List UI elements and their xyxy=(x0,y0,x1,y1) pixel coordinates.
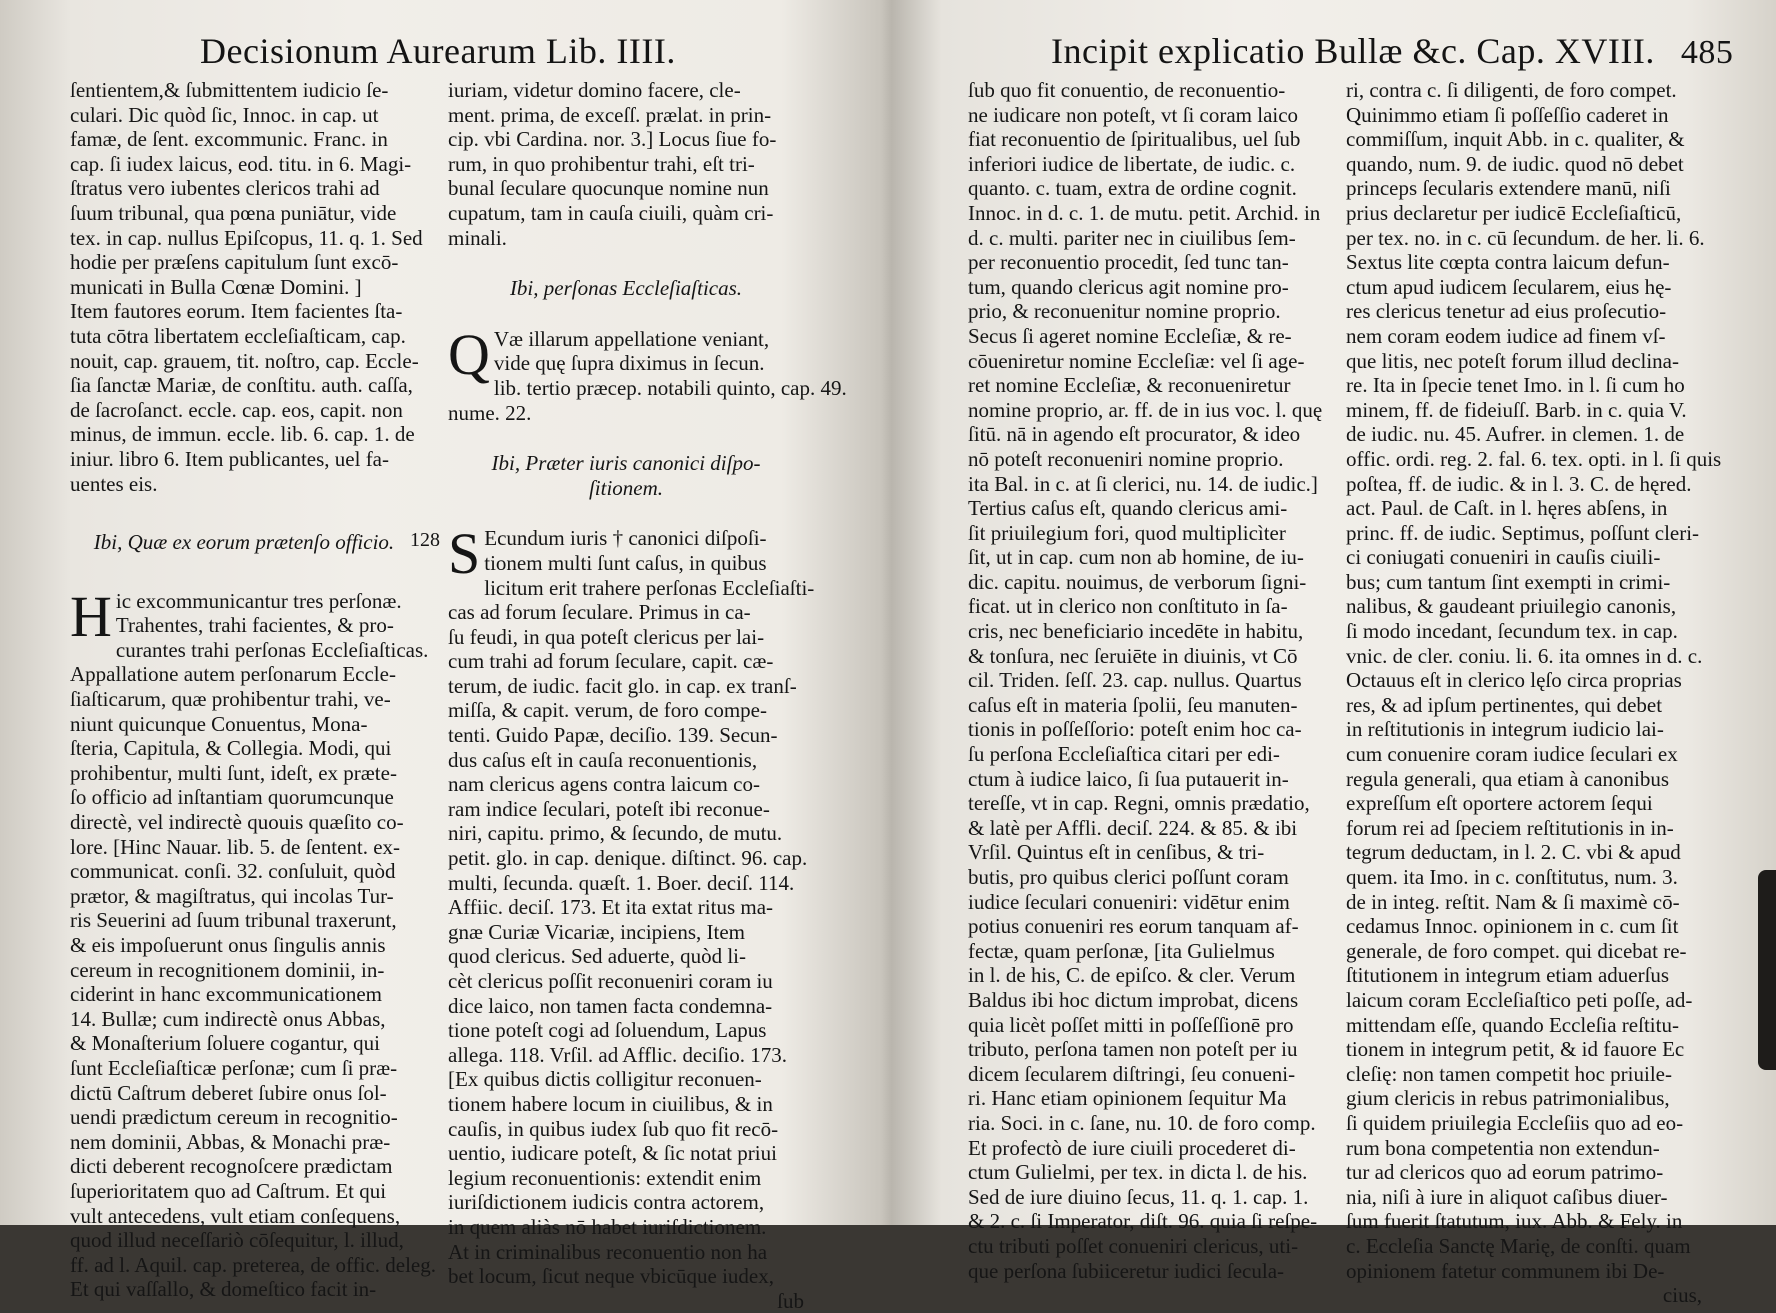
text-line: nem dominii, Abbas, & Monachi præ- xyxy=(70,1129,391,1154)
text-line: nume. 22. xyxy=(448,400,532,425)
text-line: minali. xyxy=(448,225,507,250)
text-line: tereſſe, vt in cap. Regni, omnis prædatio, xyxy=(968,791,1310,816)
left-column-2 xyxy=(410,78,847,1313)
text-line: ſi quidem priuilegia Eccleſiis quo ad eo- xyxy=(1346,1110,1684,1135)
text-line: tur ad clericos quo ad eorum patrimo- xyxy=(1346,1160,1664,1185)
dropcap-h: H xyxy=(70,583,112,649)
text-line: nia, niſi à iure in aliquot caſibus diuer- xyxy=(1346,1184,1668,1209)
text-line: nouit, cap. grauem, tit. noſtro, cap. Eccle- xyxy=(70,348,419,373)
text-line: Secus ſi ageret nomine Eccleſiæ, & re- xyxy=(968,323,1292,348)
text-line: tione poteſt cogi ad ſoluendum, Lapus xyxy=(448,1018,767,1043)
text-line: prætor, & magiſtratus, qui incolas Tur- xyxy=(70,883,394,908)
text-line: ſub quo fit conuentio, de reconuentio- xyxy=(968,78,1286,102)
text-line: de iudic. nu. 45. Aufrer. in clemen. 1. de xyxy=(1346,422,1685,447)
text-line: Sextus lite cœpta contra laicum defun- xyxy=(1346,250,1670,275)
text-line: princ. ff. de iudic. Septimus, poſſunt cleri- xyxy=(1346,520,1700,545)
text-line: re. Ita in ſpecie tenet Imo. in l. ſi cum ho xyxy=(1346,373,1685,398)
folio-number: 485 xyxy=(1680,34,1734,71)
text-line: nem coram eodem iudice ad finem vſ- xyxy=(1346,323,1666,348)
text-line: cil. Triden. ſeſſ. 23. cap. nullus. Quartus xyxy=(968,668,1302,693)
catchword: ſub xyxy=(777,1288,804,1313)
text-line: Octauus eſt in clerico lęſo circa proprias xyxy=(1346,668,1682,693)
text-line: prio, & reconuenitur nomine proprio. xyxy=(968,299,1281,324)
text-line: Et profectò de iure ciuili procederet di- xyxy=(968,1135,1296,1160)
text-line: [Ex quibus dictis colligitur reconuen- xyxy=(448,1067,762,1092)
text-line: Vrſil. Quintus eſt in cenſibus, & tri- xyxy=(968,840,1265,865)
text-line: & tonſura, nec ſeruiēte in diuinis, vt Cō xyxy=(968,643,1298,668)
text-line: Item fautores eorum. Item facientes ſta- xyxy=(70,299,403,324)
text-line: & Monaſterium ſoluere cogantur, qui xyxy=(70,1031,380,1056)
text-line: in l. de his, C. de epiſco. & cler. Verum xyxy=(968,963,1296,988)
text-line: Tertius caſus eſt, quando clericus ami- xyxy=(968,496,1288,521)
text-line: ſia ſanctæ Mariæ, de conſtitu. auth. caſſa, xyxy=(70,373,413,398)
text-line: & latè per Affli. deciſ. 224. & 85. & ibi xyxy=(968,815,1298,840)
text-line: ri, contra c. ſi diligenti, de foro compet. xyxy=(1346,78,1677,102)
text-line: cris, nec beneficiario incedēte in habitu, xyxy=(968,619,1304,644)
text-line: generale, de foro compet. qui dicebat re- xyxy=(1346,938,1687,963)
text-line: ficat. ut in clerico non conſtituto in ſa- xyxy=(968,594,1288,619)
dropcap-q: Q xyxy=(448,321,490,387)
paragraph-with-dropcap-q xyxy=(448,321,847,425)
text-line: vide quę ſupra diximus in ſecun. xyxy=(493,351,765,376)
text-line: dus caſus eſt in cauſa reconuentionis, xyxy=(448,747,758,772)
text-line: cauſis, in quibus iudex ſub quo fit recō- xyxy=(448,1116,779,1141)
text-line: At in criminalibus reconuentio non ha xyxy=(448,1239,768,1264)
text-line: nō poteſt reconueniri nomine proprio. xyxy=(968,446,1284,471)
text-line: expreſſum eſt oportere actorem ſequi xyxy=(1346,791,1653,816)
text-line: cèt clericus poſſit reconueniri coram iu xyxy=(448,969,773,993)
text-line: res clericus tenetur ad eius proſecutio- xyxy=(1346,299,1667,324)
text-line: dictū Caſtrum deberet ſubire onus ſol- xyxy=(70,1080,387,1105)
text-line: quia licèt poſſet mitti in poſſeſſionē pro xyxy=(968,1012,1294,1037)
text-line: Baldus ibi hoc dictum improbat, dicens xyxy=(968,987,1299,1012)
right-page xyxy=(888,0,1776,1308)
text-line: res, & ad ipſum pertinentes, qui debet xyxy=(1346,692,1663,717)
right-column-1 xyxy=(968,78,1324,1283)
text-line: de ſacroſanct. eccle. cap. eos, capit. non xyxy=(70,397,403,422)
text-line: uendi prædictum cereum in recognitio- xyxy=(70,1105,398,1130)
text-line: tex. in cap. nullus Epiſcopus, 11. q. 1. Sed xyxy=(70,225,423,250)
text-line: rum, in quo prohibentur trahi, eſt tri- xyxy=(448,151,755,176)
text-line: vnic. de cler. coniu. li. 6. ita omnes in d. c. xyxy=(1346,643,1703,668)
text-line: butis, pro quibus clerici poſſunt coram xyxy=(968,865,1289,889)
right-col2-text xyxy=(1346,78,1722,1283)
text-line: lib. tertio præcep. notabili quinto, cap. 49. xyxy=(493,375,847,400)
text-line: iuriam, videtur domino facere, cle- xyxy=(448,78,741,102)
text-line: ctum Gulielmi, per tex. in dicta l. de his. xyxy=(968,1160,1308,1185)
text-line: ret nomine Eccleſiæ, & reconueniretur xyxy=(968,373,1291,398)
text-line: quod illud neceſſariò cōſequitur, l. illud, xyxy=(70,1228,404,1253)
text-line: ſit priuilegium fori, quod multiplicìter xyxy=(968,520,1286,545)
paragraph-with-dropcap xyxy=(70,583,418,649)
text-line: ſtratus vero iubentes clericos trahi ad xyxy=(70,176,380,201)
text-line: niri, capitu. primo, & ſecundo, de mutu. xyxy=(448,821,783,846)
text-line: ſiaſticarum, quæ prohibentur trahi, ve- xyxy=(70,687,391,712)
text-line: directè, vel indirectè quouis quæſito co- xyxy=(70,810,404,835)
text-line: ſentientem,& ſubmittentem iudicio ſe- xyxy=(70,78,389,102)
text-line: tum, quando clericus agit nomine pro- xyxy=(968,274,1289,299)
text-line: Ecundum iuris † canonici diſpoſi- xyxy=(484,526,767,551)
catchword-right: cius, xyxy=(1662,1283,1702,1308)
text-line: per reconuentio procedit, ſed tunc tan- xyxy=(968,250,1289,275)
text-line: ſo officio ad inſtantiam quorumcunque xyxy=(70,785,394,810)
text-line: forum rei ad ſpeciem reſtitutionis in in- xyxy=(1346,815,1674,840)
text-line: minus, de immun. eccle. lib. 6. cap. 1. de xyxy=(70,422,415,447)
left-col1-text-b xyxy=(70,637,436,1302)
right-column-2 xyxy=(1346,78,1722,1308)
text-line: tenti. Guido Papæ, deciſio. 139. Secun- xyxy=(448,723,778,748)
text-line: laicum coram Eccleſiaſtico peti poſſe, ad- xyxy=(1346,987,1693,1012)
text-line: tributo, perſona tamen non poteſt per iu xyxy=(968,1037,1298,1062)
text-line: ctum apud iudicem ſecularem, eius hę- xyxy=(1346,274,1672,299)
text-line: Innoc. in d. c. 1. de mutu. petit. Archid. in xyxy=(968,200,1321,225)
text-line: ic excommunicantur tres perſonæ. xyxy=(115,588,402,613)
text-line: ment. prima, de exceſſ. prælat. in prin- xyxy=(448,102,772,127)
text-line: gium clericis in rebus patrimonialibus, xyxy=(1346,1086,1670,1111)
text-line: prohibentur, multi ſunt, ideſt, ex præte- xyxy=(70,760,397,785)
text-line: per tex. no. in c. cū ſecundum. de her. li. 6. xyxy=(1346,225,1705,250)
text-line: quando, num. 9. de iudic. quod nō debet xyxy=(1346,151,1684,176)
left-col2-text-c xyxy=(448,521,815,1289)
left-col1-text-a xyxy=(70,78,423,496)
text-line: iudice ſeculari conueniri: vidētur enim xyxy=(968,889,1290,914)
left-col2-text-a xyxy=(448,78,804,250)
text-line: d. c. multi. pariter nec in ciuilibus ſem- xyxy=(968,225,1296,250)
text-line: ſuum tribunal, qua pœna puniātur, vide xyxy=(70,200,397,225)
text-line: dicti deberent recognoſcere prædictam xyxy=(70,1154,393,1179)
text-line: inferiori iudice de libertate, de iudic. c. xyxy=(968,151,1296,176)
text-line: 14. Bullæ; cum indirectè onus Abbas, xyxy=(70,1006,386,1031)
page-edge-shadow xyxy=(1758,870,1776,1070)
left-running-head: Decisionum Aurearum Lib. IIII. xyxy=(200,31,676,71)
text-line: ſum fuerit ſtatutum, iux. Abb. & Fely. in xyxy=(1346,1209,1683,1234)
text-line: caſus eſt in materia ſpolii, ſeu manuten- xyxy=(968,692,1298,717)
text-line: cedamus Innoc. opinionem in c. cum ſit xyxy=(1346,914,1679,939)
text-line: niunt quicunque Conuentus, Mona- xyxy=(70,711,368,736)
text-line: petit. glo. in cap. denique. diſtinct. 96. cap. xyxy=(448,846,808,871)
text-line: rum bona competentia non extendun- xyxy=(1346,1135,1660,1160)
text-line: ſu feudi, in qua poteſt clericus per lai- xyxy=(448,624,765,649)
text-line: ſuperioritatem quo ad Caſtrum. Et qui xyxy=(70,1178,387,1203)
text-line: cip. vbi Cardina. nor. 3.] Locus ſiue fo- xyxy=(448,127,777,152)
text-line: tionem in integrum petit, & id fauore Ec xyxy=(1346,1037,1685,1062)
text-line: nalibus, & gaudeant priuilegio canonis, xyxy=(1346,594,1677,619)
text-line: famæ, de ſent. excommunic. Franc. in xyxy=(70,127,388,152)
text-line: uentio, iudicare poteſt, & ſic notat priui xyxy=(448,1141,777,1166)
section-heading-3a: Ibi, Præter iuris canonici diſpo- xyxy=(491,451,761,476)
text-line: ſitū. nā in agendo eſt procurator, & ideo xyxy=(968,422,1301,447)
text-line: Væ illarum appellatione veniant, xyxy=(493,326,770,351)
text-line: uentes eis. xyxy=(70,471,158,496)
text-line: iuriſdictionem iudicis contra actorem, xyxy=(448,1190,765,1215)
text-line: vult antecedens, vult etiam conſequens, xyxy=(70,1203,401,1228)
text-line: c. Eccleſia Sanctę Marię, de conſti. quam xyxy=(1346,1233,1691,1258)
right-running-head xyxy=(1051,30,1733,72)
text-line: ris Seuerini ad ſuum tribunal traxerunt, xyxy=(70,908,397,933)
text-line: cum trahi ad forum ſeculare, capit. cæ- xyxy=(448,649,774,674)
text-line: cas ad forum ſeculare. Primus in ca- xyxy=(448,600,751,625)
text-line: ria. Soci. in c. ſane, nu. 10. de foro comp. xyxy=(968,1110,1316,1135)
left-col2-text-b xyxy=(448,321,847,425)
text-line: minem, ff. de fideiuſſ. Barb. in c. quia V. xyxy=(1346,397,1687,422)
text-line: princeps ſecularis extendere manū, niſi xyxy=(1346,176,1671,201)
text-line: Affiic. deciſ. 173. Et ita extat ritus ma- xyxy=(448,895,774,920)
text-line: que perſona ſubiiceretur iudici ſecula- xyxy=(968,1258,1285,1283)
text-line: Quinimmo etiam ſi poſſeſſio caderet in xyxy=(1346,102,1669,127)
text-line: commiſſum, inquit Abb. in c. qualiter, & xyxy=(1346,127,1685,152)
text-line: nomine proprio, ar. ff. de in ius voc. l. quę xyxy=(968,397,1323,422)
dropcap-s: S xyxy=(448,521,481,587)
text-line: cōueniretur nomine Eccleſiæ: vel ſi age- xyxy=(968,348,1305,373)
text-line: potius conueniri res eorum tanquam af- xyxy=(968,914,1299,939)
margin-number: 128 xyxy=(410,529,440,552)
text-line: cap. ſi iudex laicus, eod. titu. in 6. Magi- xyxy=(70,151,412,176)
text-line: ſunt Eccleſiaſticæ perſonæ; cum ſi præ- xyxy=(70,1055,398,1080)
text-line: mittendam eſſe, quando Eccleſia reſtitu- xyxy=(1346,1012,1679,1037)
text-line: cupatum, tam in cauſa ciuili, quàm cri- xyxy=(448,200,774,225)
text-line: hodie per præſens capitulum ſunt excō- xyxy=(70,250,399,275)
text-line: terum, de iudic. facit glo. in cap. ex tranſ- xyxy=(448,673,797,698)
text-line: dicem ſecularem diſtringi, ſeu conueni- xyxy=(968,1061,1296,1086)
text-line: ff. ad l. Aquil. cap. preterea, de offic. deleg. xyxy=(70,1252,436,1277)
text-line: opinionem fatetur communem ibi De- xyxy=(1346,1258,1665,1283)
text-line: multi, ſecunda. quæſt. 1. Boer. deciſ. 114. xyxy=(448,870,795,895)
text-line: quod clericus. Sed aduerte, quòd li- xyxy=(448,944,746,969)
text-line: in quem aliàs nō habet iuriſdictionem. xyxy=(448,1214,767,1239)
text-line: regula generali, qua etiam à canonibus xyxy=(1346,766,1670,791)
text-line: tionem habere locum in ciuilibus, & in xyxy=(448,1091,773,1116)
text-line: bet locum, ſicut neque vbicūque iudex, xyxy=(448,1264,774,1289)
text-line: offic. ordi. reg. 2. fal. 6. tex. opti. in l. ſi quis xyxy=(1346,446,1722,471)
text-line: cum conuenire coram iudice ſeculari ex xyxy=(1346,742,1678,767)
text-line: tuta cōtra libertatem eccleſiaſticam, cap. xyxy=(70,323,406,348)
text-line: Trahentes, trahi facientes, & pro- xyxy=(115,613,394,638)
text-line: tegrum deductam, in l. 2. C. vbi & apud xyxy=(1346,840,1681,865)
text-line: quem. ita Imo. in c. conſtitutus, num. 3. xyxy=(1346,865,1678,889)
text-line: allega. 118. Vrſil. ad Afflic. deciſio. 173. xyxy=(448,1042,787,1067)
right-col1-text xyxy=(968,78,1324,1283)
text-line: fiat reconuentio de ſpiritualibus, uel ſub xyxy=(968,127,1301,152)
text-line: Et qui vaſſallo, & domeſtico facit in- xyxy=(70,1277,377,1302)
text-line: Appallatione autem perſonarum Eccle- xyxy=(70,662,396,687)
text-line: fectæ, quam perſonæ, [ita Gulielmus xyxy=(968,938,1275,963)
text-line: ri. Hanc etiam opinionem ſequitur Ma xyxy=(968,1086,1287,1111)
text-line: de in integ. reſtit. Nam & ſi maximè cō- xyxy=(1346,889,1680,914)
text-line: licitum erit trahere perſonas Eccleſiaſti- xyxy=(484,575,815,600)
text-line: ita Bal. in c. at ſi clerici, nu. 14. de iudic.] xyxy=(968,471,1318,496)
text-line: culari. Dic quòd ſic, Innoc. in cap. ut xyxy=(70,102,379,127)
text-line: cleſię: non tamen competit hoc priuile- xyxy=(1346,1061,1672,1086)
text-line: iniur. libro 6. Item publicantes, uel fa- xyxy=(70,446,389,471)
text-line: legium reconuentionis: extendit enim xyxy=(448,1165,762,1190)
text-line: ſu perſona Eccleſiaſtica citari per edi- xyxy=(968,742,1280,767)
right-running-title: Incipit explicatio Bullæ &c. Cap. XVIII. xyxy=(1051,31,1655,71)
text-line: & 2. c. ſi Imperator, diſt. 96. quia ſi reſpe- xyxy=(968,1209,1318,1234)
text-line: dice laico, non tamen facta condemna- xyxy=(448,993,773,1018)
paragraph-with-dropcap-s xyxy=(410,521,815,1289)
section-heading-1: Ibi, Quæ ex eorum prætenſo officio. xyxy=(93,530,395,555)
text-line: tionem multi ſunt caſus, in quibus xyxy=(484,550,767,575)
text-line: tionis in poſſeſſorio: poteſt enim hoc ca- xyxy=(968,717,1302,742)
text-line: act. Paul. de Caſt. in l. hęres abſens, in xyxy=(1346,496,1668,521)
section-heading-2: Ibi, perſonas Eccleſiaſticas. xyxy=(509,276,743,301)
text-line: in reſtitutionis in integrum iudicio lai- xyxy=(1346,717,1664,742)
text-line: ſtitutionem in integrum etiam aduerſus xyxy=(1346,963,1670,988)
text-line: ciderint in hanc excommunicationem xyxy=(70,982,382,1007)
text-line: ctu tributi poſſet conueniri clericus, uti- xyxy=(968,1233,1299,1258)
text-line: ſteria, Capitula, & Collegia. Modi, qui xyxy=(70,736,392,761)
text-line: gnæ Curiæ Vicariæ, incipiens, Item xyxy=(448,919,745,944)
text-line: curantes trahi perſonas Eccleſiaſticas. xyxy=(115,637,429,662)
text-line: poſtea, ff. de iudic. & in l. 3. C. de hęred. xyxy=(1346,471,1692,496)
text-line: bus; cum tantum ſint exempti in crimi- xyxy=(1346,569,1671,594)
text-line: communicat. conſi. 32. conſuluit, quòd xyxy=(70,859,396,884)
text-line: dic. capitu. nouimus, de verborum ſigni- xyxy=(968,569,1307,594)
text-line: ne iudicare non poteſt, vt ſi coram laico xyxy=(968,102,1299,127)
text-line: ſi modo incedant, ſecundum tex. in cap. xyxy=(1346,619,1678,644)
text-line: municati in Bulla Cœnæ Domini. ] xyxy=(70,274,362,299)
text-line: cereum in recognitionem dominii, in- xyxy=(70,957,385,982)
text-line: ctum à iudice laico, ſi ſua putauerit in- xyxy=(968,766,1289,791)
text-line: bunal ſeculare quocunque nomine nun xyxy=(448,176,769,201)
text-line: Sed de iure diuino ſecus, 11. q. 1. cap. 1. xyxy=(968,1184,1309,1209)
text-line: prius declaretur per iudicē Eccleſiaſticū, xyxy=(1346,200,1682,225)
text-line: quanto. c. tuam, extra de ordine cognit. xyxy=(968,176,1297,201)
text-line: ci coniugati conueniri in cauſis ciuili- xyxy=(1346,545,1661,570)
text-line: que litis, nec poteſt forum illud declina- xyxy=(1346,348,1679,373)
text-line: lore. [Hinc Nauar. lib. 5. de ſentent. ex- xyxy=(70,834,401,859)
text-line: nam clericus agens contra laicum co- xyxy=(448,772,760,797)
text-line: miſſa, & capit. verum, de foro compe- xyxy=(448,698,767,723)
text-line: ram indice ſeculari, poteſt ibi reconue- xyxy=(448,796,770,821)
text-line: ſit, ut in cap. cum non ab homine, de iu- xyxy=(968,545,1304,570)
section-heading-3b: ſitionem. xyxy=(588,475,664,500)
text-line: & eis impoſuerunt onus ſingulis annis xyxy=(70,933,386,957)
